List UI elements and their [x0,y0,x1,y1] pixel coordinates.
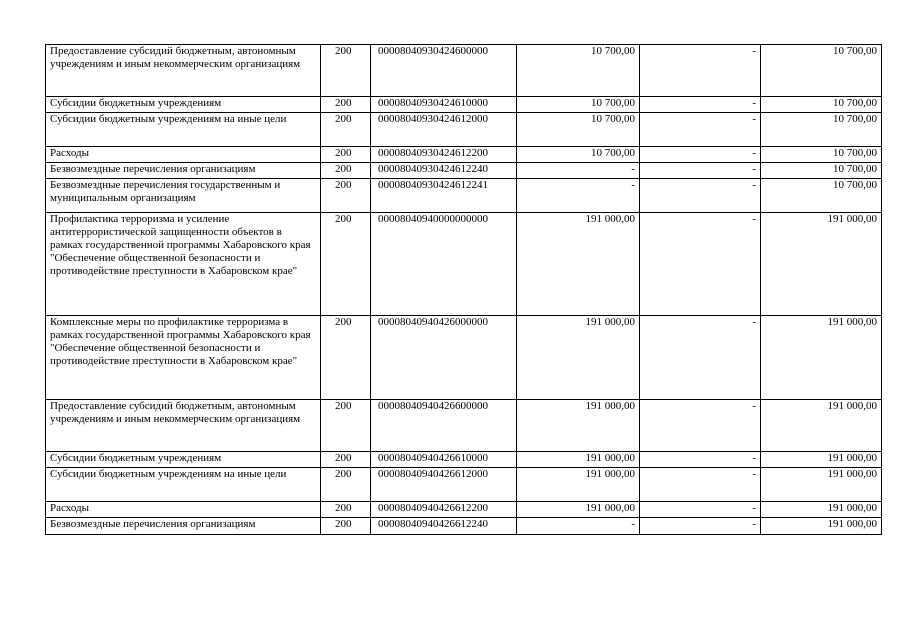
amount-approved-cell: 10 700,00 [517,97,640,113]
table-row [46,163,882,179]
expense-name-cell: Предоставление субсидий бюджетным, автономным учреждениям и иным некоммерческим организациям [46,45,321,97]
table-row [46,97,882,113]
amount-change-cell: - [640,452,761,468]
table-row [46,179,882,213]
amount-total-cell: 191 000,00 [761,468,882,502]
amount-total-cell: 191 000,00 [761,316,882,400]
classification-code-cell: 00008040930424612241 [371,179,517,213]
amount-approved-cell: - [517,179,640,213]
classification-code-cell: 00008040930424600000 [371,45,517,97]
classification-code-cell: 00008040940426612200 [371,502,517,518]
amount-approved-cell: 191 000,00 [517,400,640,452]
expense-name-cell: Профилактика терроризма и усиление антитеррористической защищенности объектов в рамках государственной программы Хабаровского края "Обеспечение общественной безопасности и противодействие преступности в Хабаровском крае" [46,213,321,316]
amount-approved-cell: - [517,163,640,179]
expense-name-cell: Безвозмездные перечисления государственным и муниципальным организациям [46,179,321,213]
admin-code-cell: 200 [321,518,371,535]
amount-change-cell: - [640,468,761,502]
admin-code-cell: 200 [321,179,371,213]
amount-approved-cell: 10 700,00 [517,147,640,163]
expense-name-cell: Субсидии бюджетным учреждениям на иные цели [46,113,321,147]
amount-approved-cell: 191 000,00 [517,213,640,316]
amount-approved-cell: 10 700,00 [517,113,640,147]
amount-total-cell: 10 700,00 [761,97,882,113]
expense-name-cell: Субсидии бюджетным учреждениям [46,452,321,468]
admin-code-cell: 200 [321,400,371,452]
amount-approved-cell: 191 000,00 [517,468,640,502]
expense-name-cell: Расходы [46,502,321,518]
admin-code-cell: 200 [321,147,371,163]
amount-change-cell: - [640,97,761,113]
amount-change-cell: - [640,518,761,535]
table-row [46,518,882,535]
expense-name-cell: Безвозмездные перечисления организациям [46,518,321,535]
classification-code-cell: 00008040940426600000 [371,400,517,452]
classification-code-cell: 00008040930424612000 [371,113,517,147]
classification-code-cell: 00008040940426612000 [371,468,517,502]
amount-total-cell: 191 000,00 [761,518,882,535]
amount-total-cell: 191 000,00 [761,452,882,468]
admin-code-cell: 200 [321,213,371,316]
classification-code-cell: 00008040940426610000 [371,452,517,468]
table-row [46,452,882,468]
amount-total-cell: 10 700,00 [761,163,882,179]
amount-change-cell: - [640,400,761,452]
admin-code-cell: 200 [321,468,371,502]
amount-change-cell: - [640,163,761,179]
classification-code-cell: 00008040930424612200 [371,147,517,163]
admin-code-cell: 200 [321,502,371,518]
admin-code-cell: 200 [321,113,371,147]
amount-change-cell: - [640,213,761,316]
table-row [46,147,882,163]
table-row [46,113,882,147]
amount-total-cell: 191 000,00 [761,502,882,518]
admin-code-cell: 200 [321,163,371,179]
budget-table [45,44,882,535]
amount-total-cell: 191 000,00 [761,400,882,452]
expense-name-cell: Субсидии бюджетным учреждениям [46,97,321,113]
classification-code-cell: 00008040930424612240 [371,163,517,179]
amount-change-cell: - [640,147,761,163]
expense-name-cell: Предоставление субсидий бюджетным, автономным учреждениям и иным некоммерческим организациям [46,400,321,452]
budget-table-body [46,45,882,535]
classification-code-cell: 00008040940426612240 [371,518,517,535]
expense-name-cell: Субсидии бюджетным учреждениям на иные цели [46,468,321,502]
table-row [46,400,882,452]
expense-name-cell: Расходы [46,147,321,163]
admin-code-cell: 200 [321,316,371,400]
classification-code-cell: 00008040940426000000 [371,316,517,400]
table-row [46,502,882,518]
amount-change-cell: - [640,45,761,97]
amount-change-cell: - [640,179,761,213]
table-row [46,316,882,400]
amount-total-cell: 10 700,00 [761,147,882,163]
amount-total-cell: 10 700,00 [761,45,882,97]
table-row [46,213,882,316]
amount-total-cell: 10 700,00 [761,113,882,147]
classification-code-cell: 00008040930424610000 [371,97,517,113]
amount-approved-cell: 191 000,00 [517,502,640,518]
admin-code-cell: 200 [321,45,371,97]
amount-change-cell: - [640,502,761,518]
expense-name-cell: Комплексные меры по профилактике терроризма в рамках государственной программы Хабаровского края "Обеспечение общественной безопасности и противодействие преступности в Хабаровском крае" [46,316,321,400]
amount-total-cell: 191 000,00 [761,213,882,316]
table-row [46,45,882,97]
amount-total-cell: 10 700,00 [761,179,882,213]
amount-approved-cell: - [517,518,640,535]
admin-code-cell: 200 [321,452,371,468]
classification-code-cell: 00008040940000000000 [371,213,517,316]
admin-code-cell: 200 [321,97,371,113]
amount-change-cell: - [640,316,761,400]
amount-approved-cell: 10 700,00 [517,45,640,97]
expense-name-cell: Безвозмездные перечисления организациям [46,163,321,179]
amount-approved-cell: 191 000,00 [517,452,640,468]
amount-approved-cell: 191 000,00 [517,316,640,400]
amount-change-cell: - [640,113,761,147]
table-row [46,468,882,502]
